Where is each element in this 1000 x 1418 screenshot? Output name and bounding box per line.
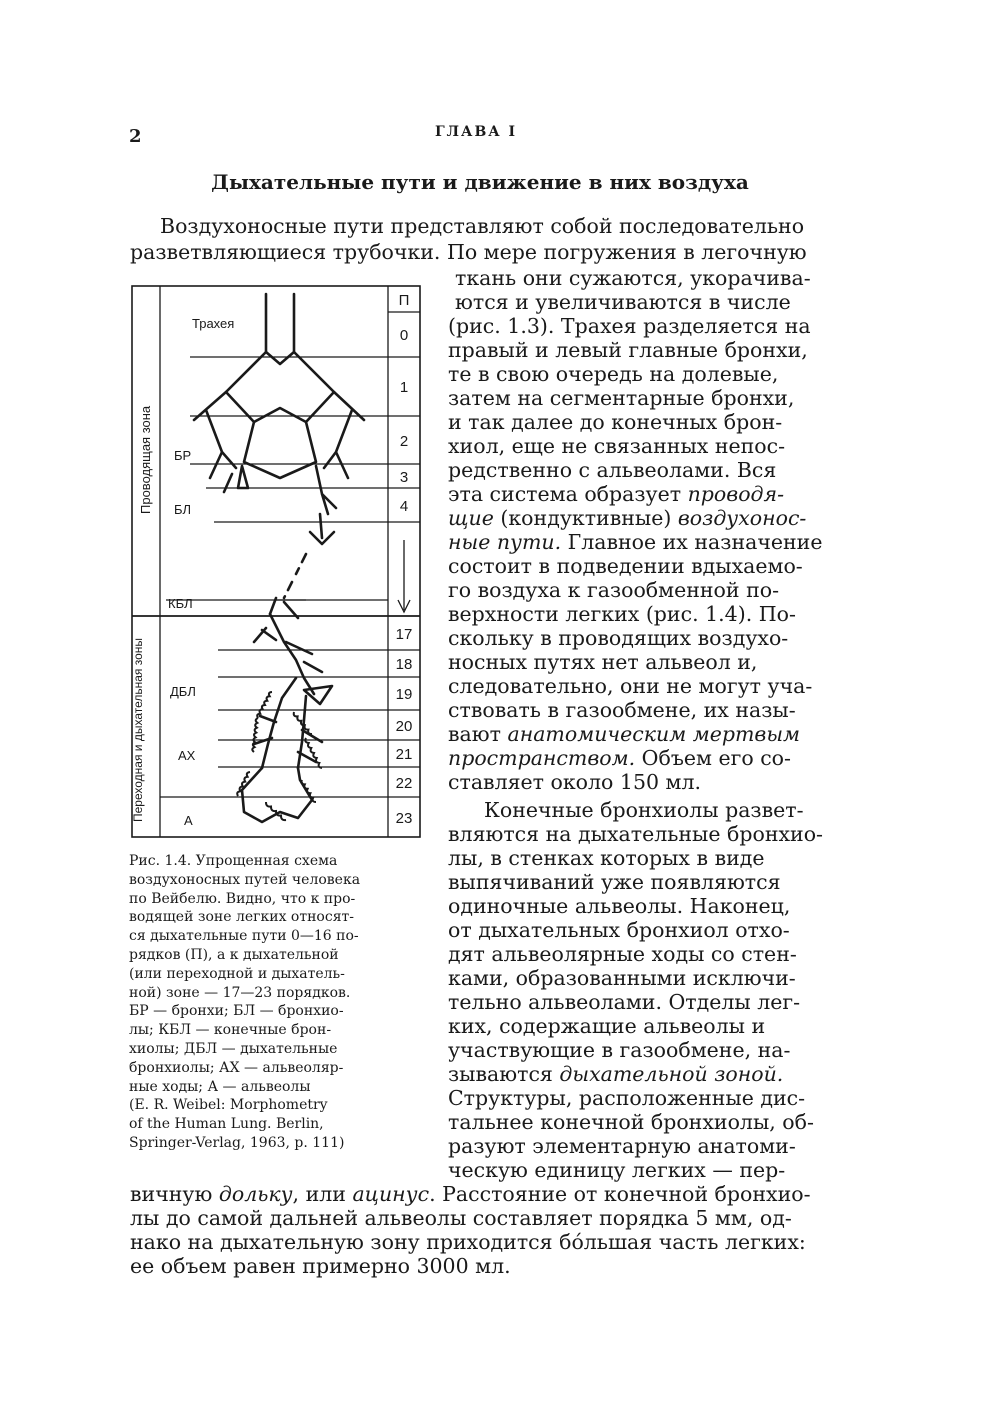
body-line: тальнее конечной бронхиолы, об- [448,1110,814,1134]
alveolus-wall [305,738,322,768]
label-trachea: Трахея [192,316,235,331]
body-line: разуют элементарную анатоми- [448,1134,796,1158]
body-line: дят альвеолярные ходы со стен- [448,942,797,966]
body-line: носных путях нет альвеол и, [448,650,758,674]
order-number: 19 [395,686,413,703]
body-line: щие (кондуктивные) воздухонос- [448,506,807,530]
alveolus-wall [301,780,316,802]
body-line: и так далее до конечных брон- [448,410,783,434]
zone-label-conducting: Проводящая зона [138,405,153,514]
body-line: состоит в подведении вдыхаемо- [448,554,803,578]
label-a: А [184,813,193,828]
body-line: затем на сегментарные бронхи, [448,386,795,410]
order-number: 1 [399,379,409,396]
body-line: ками, образованными исключи- [448,966,796,990]
caption-line: ные ходы; А — альвеолы [129,1078,311,1095]
caption-line: ся дыхательные пути 0—16 по- [129,928,359,945]
order-number: 4 [399,498,409,515]
body-line: правый и левый главные бронхи, [448,338,808,362]
caption-line: водящей зоне легких относят- [129,909,354,926]
body-line: Воздухоносные пути представляют собой последовательно [160,214,805,238]
caption-line: рядков (П), а к дыхательной [129,947,339,963]
page-number: 2 [129,126,142,147]
body-line: ческую единицу легких — пер- [448,1158,786,1182]
body-line: разветвляющиеся трубочки. По мере погружения в легочную [130,240,807,264]
body-line: лы до самой дальней альвеолы составляет порядка 5 мм, од- [130,1206,792,1230]
label-ax: АХ [178,748,196,763]
label-kbl: КБЛ [168,596,193,611]
alveoli-outline [237,692,322,820]
body-line: ются и увеличиваются в числе [455,290,791,314]
label-bl: БЛ [174,502,192,517]
body-line: ее объем равен примерно 3000 мл. [130,1254,511,1278]
order-number: 17 [395,626,413,643]
body-line: ких, содержащие альвеолы и [448,1014,766,1038]
body-line: редственно с альвеолами. Вся [448,458,777,482]
body-line: участвующие в газообмене, на- [448,1038,791,1062]
alveolus-wall [252,718,258,752]
label-br: БР [174,448,192,463]
caption-line: воздухоносных путей человека [129,871,361,888]
order-number: 21 [395,746,413,763]
caption-line: БР — бронхи; БЛ — бронхио- [129,1003,344,1020]
body-line: вают анатомическим мертвым [448,722,801,746]
order-number: 20 [395,718,413,735]
caption-line: хиолы; ДБЛ — дыхательные [129,1041,338,1057]
body-line: лы, в стенках которых в виде [448,846,765,870]
body-line: те в свою очередь на долевые, [448,362,779,386]
body-line: Структуры, расположенные дис- [448,1086,806,1110]
body-line: верхности легких (рис. 1.4). По- [448,602,796,626]
caption-line: (E. R. Weibel: Morphometry [129,1097,328,1114]
body-line: тельно альвеолами. Отделы лег- [448,990,801,1014]
body-line: пространством. Объем его со- [448,746,791,770]
body-line: от дыхательных бронхиол отхо- [448,918,790,942]
caption-line: (или переходной и дыхатель- [129,965,345,982]
caption-line: бронхиолы; АХ — альвеоляр- [129,1059,344,1076]
body-line: эта система образует проводя- [448,482,785,506]
body-line: (рис. 1.3). Трахея разделяется на [448,314,811,338]
label-dbl: ДБЛ [170,684,196,699]
order-number: 22 [395,775,413,792]
body-line: ствовать в газообмене, их назы- [448,698,796,722]
zone-label-transitional: Переходная и дыхательная зоны [131,637,145,822]
caption-line: Springer-Verlag, 1963, p. 111) [129,1135,345,1151]
caption-line: по Вейбелю. Видно, что к про- [129,890,356,907]
body-line: скольку в проводящих воздухо- [448,626,789,650]
body-line: нако на дыхательную зону приходится бо́льшая часть легких: [130,1230,806,1254]
caption-line: of the Human Lung. Berlin, [129,1116,324,1133]
caption-line: лы; КБЛ — конечные брон- [129,1022,332,1039]
caption-line: Рис. 1.4. Упрощенная схема [129,853,338,869]
section-title: Дыхательные пути и движение в них воздуха [211,170,749,194]
order-number: 23 [395,810,413,827]
bronchial-tree [194,294,364,822]
order-header: П [398,292,410,309]
body-line: ные пути. Главное их назначение [448,530,823,554]
body-line: следовательно, они не могут уча- [448,674,813,698]
running-head: ГЛАВА I [435,124,518,140]
body-line: ткань они сужаются, укорачива- [455,266,811,290]
order-number: 2 [399,433,409,450]
diagram-frame [132,286,420,837]
order-number: 0 [399,327,409,344]
body-line: Конечные бронхиолы развет- [484,798,804,822]
alveolus-wall [257,692,272,718]
order-number: 18 [395,656,413,673]
body-line: го воздуха к газообменной по- [448,578,780,602]
body-line: зываются дыхательной зоной. [448,1062,784,1086]
body-line: ставляет около 150 мл. [448,770,702,794]
body-line: хиол, еще не связанных непос- [448,434,786,458]
body-line: вичную дольку, или ацинус. Расстояние от конечной бронхио- [130,1182,811,1206]
body-line: выпячиваний уже появляются [448,870,781,894]
airway-diagram [126,282,426,842]
body-line: вляются на дыхательные бронхио- [448,822,823,846]
order-number: 3 [399,469,409,486]
caption-line: ной) зоне — 17—23 порядков. [129,984,351,1001]
body-line: одиночные альвеолы. Наконец, [448,894,791,918]
